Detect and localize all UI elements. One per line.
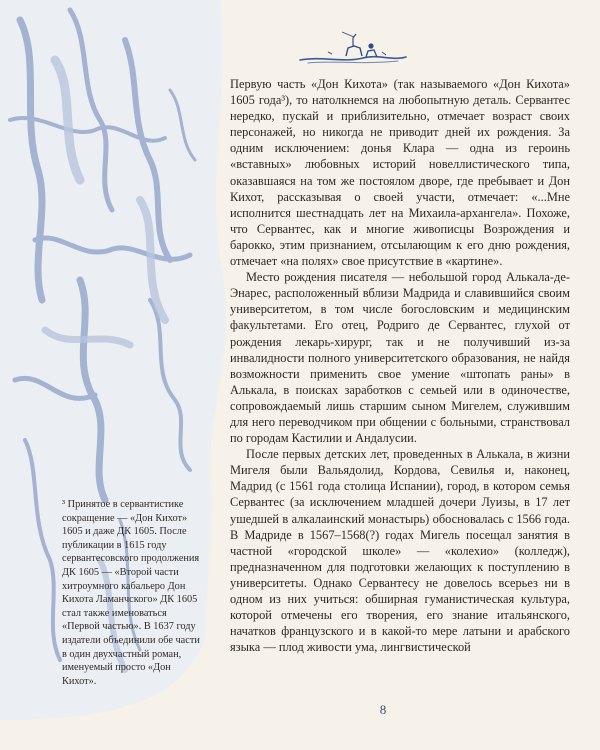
paragraph: После первых детских лет, проведенных в Алькала, в жизни Мигеля были Вальядолид, Кордова, Севилья и, наконец, Мадрид (с 1561 года столица Испании), город, в котором семья Сервантес (за исключением младшей дочери Луизы, в 17 лет ушедшей в алкалаинский монастырь) обосновалась с 1566 года. В Мадриде в 1567–1568(?) годах Мигель посещал занятия в частной «городской школе» — «колехио» (колледж), предназначенном для подготовки желающих к поступлению в университеты. Однако Сервантесу не довелось всерьез ни в одном из них учиться: обширная гуманистическая культура, которой отмечены его творения, его знание итальянского, начатков французского и в какой-то мере латыни и арабского языка — плод живости ума, лингвистической	[230, 447, 570, 655]
don-quixote-vignette	[298, 30, 408, 66]
footnote: ³ Принятое в сервантистике сокращение — «Дон Кихот» 1605 и даже ДК 1605. После публикации в 1615 году сервантесовского продолжения ДК 1605 — «Второй части хитроумного кабальеро Дон Кихота Ламанчского» ДК 1605 стал также именоваться «Первой частью». В 1637 году издатели объединили обе части в один двухчастный роман, именуемый просто «Дон Кихот».	[62, 499, 200, 687]
main-text	[230, 76, 570, 655]
page-number: 8	[379, 702, 387, 717]
paragraph: Первую часть «Дон Кихота» (так называемого «Дон Кихота» 1605 года³), то натолкнемся на любопытную деталь. Сервантес нередко, пускай и приблизительно, отмечает возраст своих персонажей, но никогда не приводит дней их рождения. За одним исключением: донья Клара — одна из героинь «вставных» любовных историй новеллистического типа, оказавшаяся на том же постоялом дворе, где пребывает и Дон Кихот, рассказывая о своей участи, отмечает: «...Мне исполнится шестнадцать лет на Михаила-архангела». Похоже, что Сервантес, как и многие живописцы Возрождения и барокко, этим признанием, отсылающим к его дню рождения, отмечает «на полях» свое присутствие в «картине».	[230, 77, 570, 269]
paragraph: Место рождения писателя — небольшой город Алькала-де-Энарес, расположенный вблизи Мадрида и славившийся своим университетом, в том числе богословским и медицинским факультетами. Его отец, Родриго де Сервантес, глухой от рождения лекарь-хирург, так и не получивший из-за инвалидности полного университетского образования, не найдя возможности применить свое умение «штопать раны» в Алькала, в поисках заработков с семьей или в одиночестве, сопровождаемый лишь старшим сыном Мигелем, служившим для него переводчиком при общении с больными, странствовал по городам Кастилии и Андалусии.	[230, 270, 570, 446]
